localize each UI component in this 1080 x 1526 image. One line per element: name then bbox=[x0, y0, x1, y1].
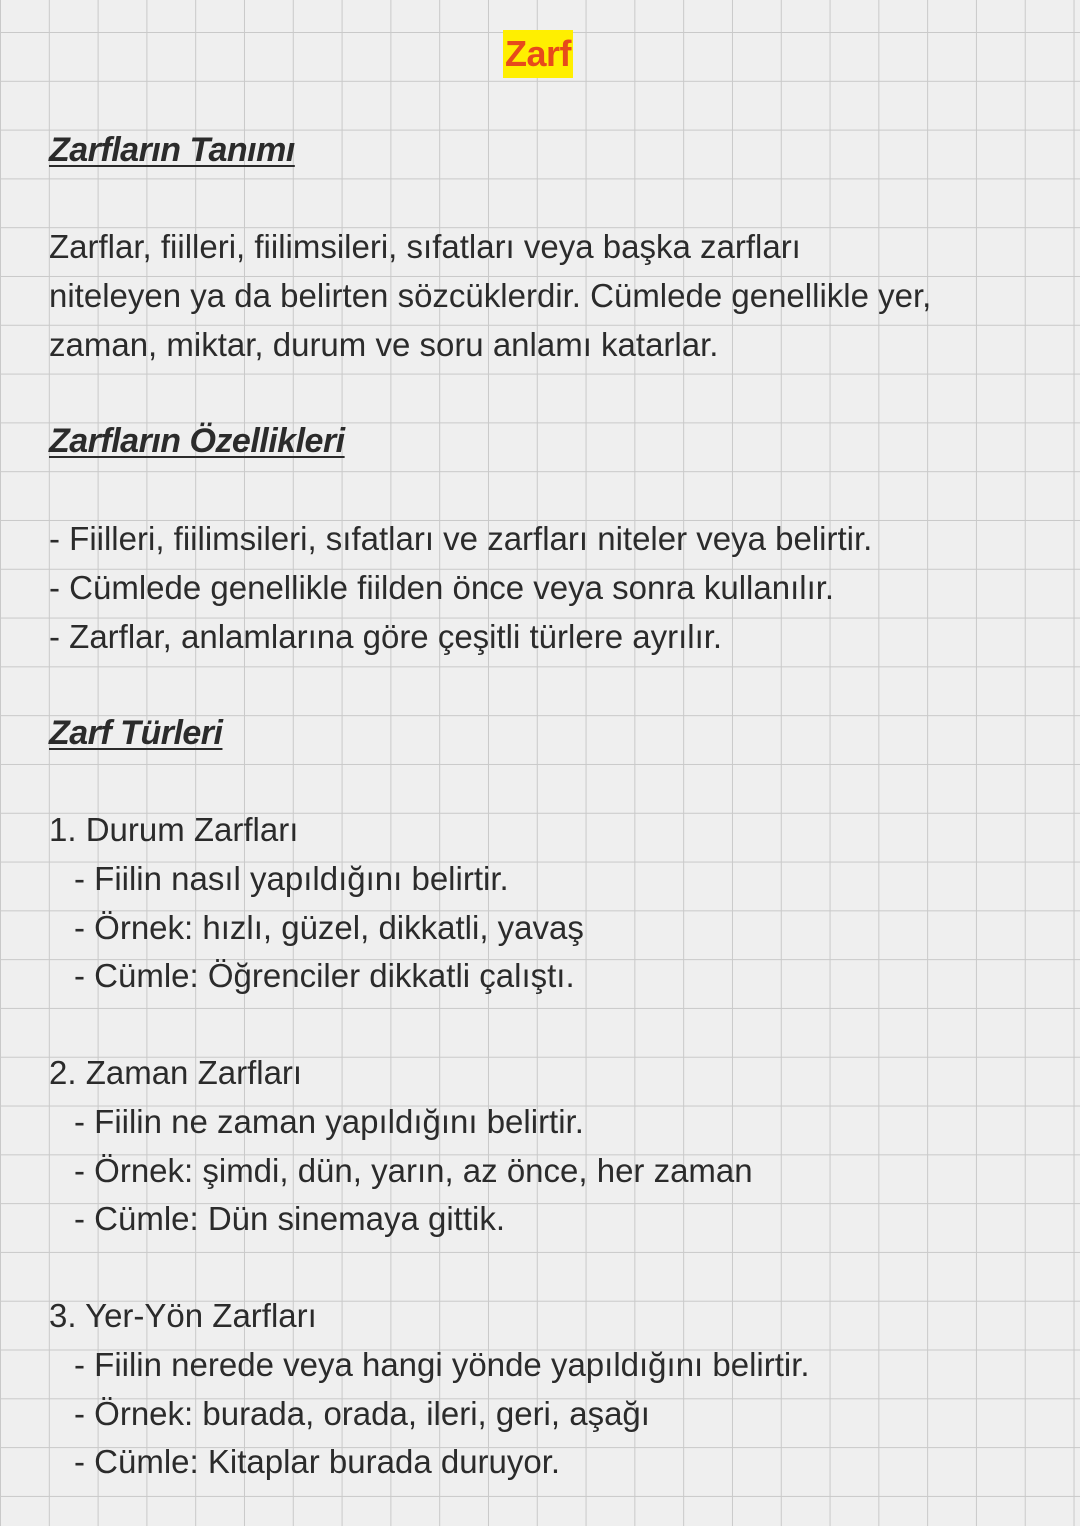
definition-line: zaman, miktar, durum ve soru anlamı katarlar. bbox=[49, 325, 719, 363]
type-title: 3. Yer-Yön Zarfları bbox=[49, 1297, 317, 1334]
definition-paragraph bbox=[49, 223, 1039, 369]
type-example: - Örnek: burada, orada, ileri, geri, aşağı bbox=[74, 1394, 650, 1432]
type-title: 1. Durum Zarfları bbox=[49, 811, 299, 848]
feature-item: - Cümlede genellikle fiilden önce veya sonra kullanılır. bbox=[49, 568, 835, 606]
type-example: - Örnek: hızlı, güzel, dikkatli, yavaş bbox=[74, 908, 584, 946]
features-list bbox=[49, 515, 872, 661]
definition-line: niteleyen ya da belirten sözcüklerdir. Cümlede genellikle yer, bbox=[49, 276, 932, 314]
type-description: - Fiilin ne zaman yapıldığını belirtir. bbox=[74, 1102, 584, 1140]
types-heading: Zarf Türleri bbox=[49, 714, 223, 752]
type-title: 2. Zaman Zarfları bbox=[49, 1054, 303, 1091]
feature-item: - Zarflar, anlamlarına göre çeşitli türlere ayrılır. bbox=[49, 617, 723, 655]
type-example: - Örnek: şimdi, dün, yarın, az önce, her zaman bbox=[74, 1151, 753, 1189]
page-title: Zarf bbox=[503, 30, 573, 78]
type-block-yer-yon bbox=[49, 1292, 810, 1487]
definition-line: Zarflar, fiilleri, fiilimsileri, sıfatları veya başka zarfları bbox=[49, 228, 801, 265]
feature-item: - Fiilleri, fiilimsileri, sıfatları ve zarfları niteler veya belirtir. bbox=[49, 520, 873, 557]
type-description: - Fiilin nerede veya hangi yönde yapıldığını belirtir. bbox=[74, 1345, 810, 1383]
type-sentence: - Cümle: Dün sinemaya gittik. bbox=[74, 1200, 505, 1238]
type-block-durum bbox=[49, 806, 584, 1001]
type-sentence: - Cümle: Kitaplar burada duruyor. bbox=[74, 1443, 561, 1481]
definition-heading: Zarfların Tanımı bbox=[49, 131, 295, 169]
type-sentence: - Cümle: Öğrenciler dikkatli çalıştı. bbox=[74, 957, 575, 995]
type-description: - Fiilin nasıl yapıldığını belirtir. bbox=[74, 859, 509, 897]
features-heading: Zarfların Özellikleri bbox=[49, 422, 345, 460]
type-block-zaman bbox=[49, 1049, 753, 1244]
